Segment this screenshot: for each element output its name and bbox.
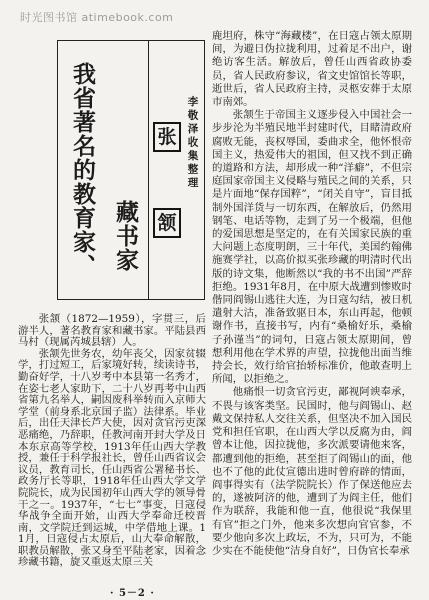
body-paragraph: 张颔（1872—1959），字贯三，后游半人，著名教育家和藏书家。平陆县西马村（现属芮城县辖）人。 [18,313,206,349]
title-divider [148,40,149,300]
page-number: · 5－2 · [110,588,155,599]
watermark: 时光图书馆 atimebook.com [20,11,174,24]
right-text-column [212,30,412,558]
body-paragraph: 张颔生于帝国主义逐步侵入中国社会一步步沦为半殖民地半封建时代，目睹清政府腐败无能，丧权辱国，委曲求全，他怀恨帝国主义，热爱伟大的祖国，但又找不到正确的道路和方法，却形成一种“洋癖”，不但宗庭国家帝国主义侵略与殖民之间的关系，只是片面地“保存国粹”，“闭关自守”，盲目抵制外国洋货与一切东西，在解放后，仍然用钢笔、电话等物，走到了另一个极端，但他的爱国思想是坚定的，在有关国家民族的重大问题上态度明朗，三十年代，美国约翰佛施赛学社，以高价拟买张珍藏的明清时代出版的诗文集，他断然以“我的书不出国”严辞拒绝。1931年8月，在中原大战遭到惨败时偕同阎锡山逃往大连，为日寇勾结，被日机遣射大沽，准备致驱日本，东山再起，他顿谢作书，直接书写，内有“桑榆好乐，桑榆子孙谨当”的词句，日寇占领太原期间，曾想利用他在学术界的声望，拉拢他出面当维持会长，效行给官抬轿标准价，他敢查明上所闻，以拒绝之。 [212,109,412,386]
article-title-line-1: 我省著名的教育家、 [69,62,95,278]
compiler-credit: 李敬泽收集整理 [186,96,199,191]
body-paragraph: 鹿坦府，株守“海藏楼”，在日寇占领太原期间，为避日伪拉拢利用，过着足不出户，谢绝访客生活。解放后，曾任山西省政协委员，省人民政府参议，省文史馆馆长等职，逝世后，省人民政府主持，灵柩安葬于太原市南郊。 [212,30,412,109]
body-paragraph: 他痛恨一切贪官污吏，鄙视阿谀奉承，不畏与该客类坚。民国时，他与阎锡山、赵戴文保持私人交往关系，但坚决不加入国民党和担任官职，在山西大学以反腐为由，阎曾本让他，因拉拢他，多次派要请他来客，都遭到他的拒绝，甚至拒了阎锡山的面，他也不了他的此仗宣德出进时曾府辟的情面，阎事得实有（法学院院长）作了保送他应去的，遂被阿济的他，遭到了为阎主任，他们作为联辞，我能和他一直，他很说“我保里有官”拒之门外，他来多次想向官官参，不要少他向多次上政坛，不为，只可为，不能少实在不能使他“洁身自好”，日伪官长奉承 [212,386,412,557]
article-title-line-2: 藏书家 [112,200,138,272]
left-text-column [18,314,206,569]
subject-name-char-2: 颔 [153,208,181,238]
subject-name-char-1: 张 [153,122,181,152]
body-paragraph: 张颔先世务农，幼年丧父，因家贫辍学，打过短工，后家境好转，续读诗书，勤奋好学，十八岁考中本县第一名秀才，在姿七老人家助下，二十八岁再考中山西省第九名举人，嗣因废科举转而入京师大学堂（前身系北京国子监）法律系。毕业后，出任天津长芦大使，因对贪官污吏深恶痛绝，乃辞职，任教河南开封大学及日本东京高等学校，1913年任山西大学教授，兼任于科学报社长，曾任山西省议会议员，教育司长，任山西省公署秘书长、政务厅长等职，1918年任山西大学文学院院长，成为民国初年山西大学的领导骨干之一。1937年，“七七”事变，日寇侵华战争全面开始，山西大学奉命迁校晋南，文学院迁到运城，中学借地上课。11月，日寇侵占太原后，山大奉命解散，职教员解散，张又身至平陆老家，因着念珍藏书籍，旋又重返太原三关 [18,347,206,569]
